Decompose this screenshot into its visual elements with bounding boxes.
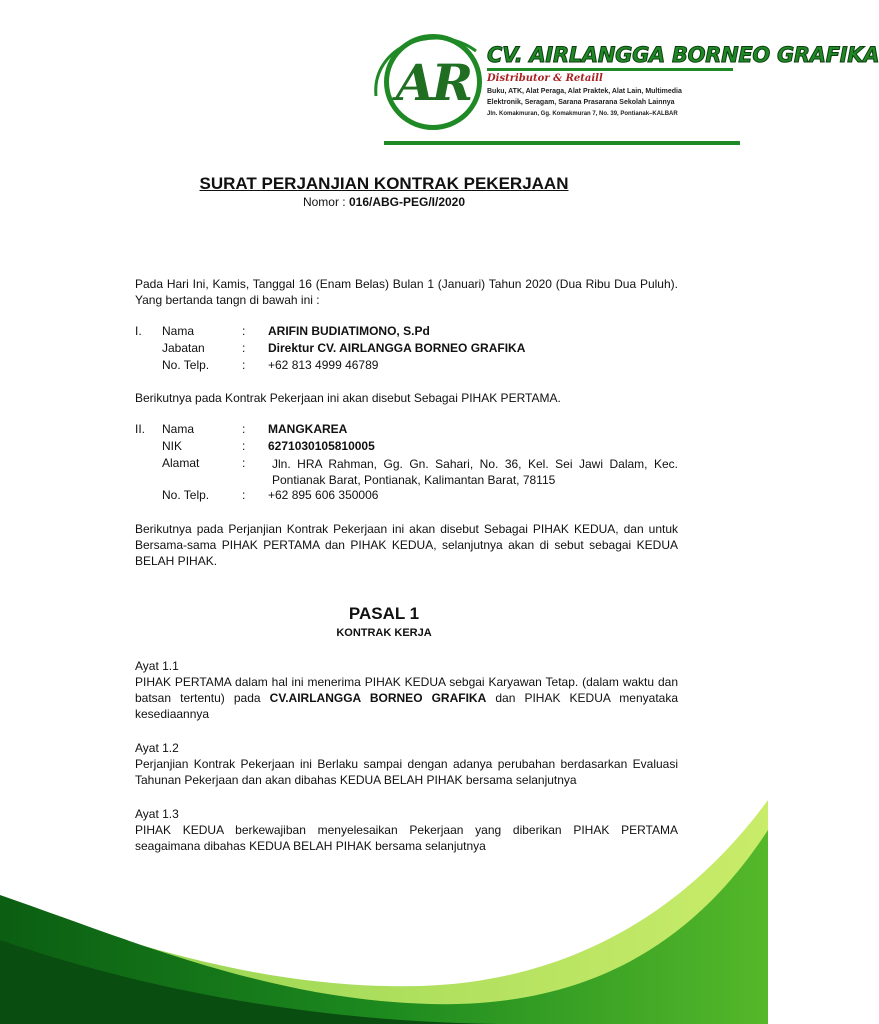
document-number-label: Nomor :	[302, 195, 349, 209]
company-logo: AR	[395, 52, 471, 112]
party-one-numeral: I.	[135, 324, 142, 338]
field-value: ARIFIN BUDIATIMONO, S.Pd	[268, 324, 430, 338]
field-label: No. Telp.	[162, 488, 210, 502]
field-value: +62 895 606 350006	[268, 488, 379, 502]
party-one-position-row	[135, 341, 678, 357]
party-two-name-row	[135, 422, 678, 438]
field-colon: :	[242, 422, 246, 436]
field-label: Alamat	[162, 456, 200, 470]
intro-paragraph: Pada Hari Ini, Kamis, Tanggal 16 (Enam Belas) Bulan 1 (Januari) Tahun 2020 (Dua Ribu Dua Puluh). Yang bertanda tangn di bawah ini :	[135, 277, 678, 307]
company-name: CV. AIRLANGGA BORNEO GRAFIKA	[487, 43, 879, 67]
field-label: Nama	[162, 324, 195, 338]
field-label: No. Telp.	[162, 358, 210, 372]
document-number-value: 016/ABG-PEG/I/2020	[348, 195, 466, 209]
field-colon: :	[242, 488, 246, 502]
article-subtitle: KONTRAK KERJA	[336, 627, 432, 639]
field-colon: :	[242, 341, 246, 355]
header-rule	[384, 141, 740, 145]
field-colon: :	[242, 439, 246, 453]
clause-1-2-heading: Ayat 1.2	[135, 741, 179, 755]
field-value: MANGKAREA	[268, 422, 348, 436]
footer-wave-decoration	[0, 790, 768, 1024]
party-two-nik-row	[135, 439, 678, 455]
clause-1-1-text	[135, 674, 678, 722]
clause-company-name: CV.AIRLANGGA BORNEO GRAFIKA	[269, 691, 487, 705]
field-colon: :	[242, 324, 246, 338]
field-label: NIK	[162, 439, 183, 453]
party-one-statement: Berikutnya pada Kontrak Pekerjaan ini akan disebut Sebagai PIHAK PERTAMA.	[135, 391, 561, 405]
party-two-statement: Berikutnya pada Perjanjian Kontrak Pekerjaan ini akan disebut Sebagai PIHAK KEDUA, dan untuk Bersama-sama PIHAK PERTAMA dan PIHAK KEDUA, selanjutnya akan di sebut sebagai KEDUA BELAH PIHAK.	[135, 522, 678, 568]
clause-text: dan PIHAK KEDUA menyataka kesediaannya	[135, 691, 678, 721]
field-value: +62 813 4999 46789	[268, 358, 379, 372]
company-products-line1: Buku, ATK, Alat Peraga, Alat Praktek, Alat Lain, Multimedia	[487, 88, 682, 95]
company-tagline: Distributor & Retaill	[487, 73, 603, 84]
company-name-underline	[487, 68, 733, 71]
clause-1-2-text: Perjanjian Kontrak Pekerjaan ini Berlaku sampai dengan adanya perubahan berdasarkan Evaluasi Tahunan Pekerjaan dan akan dibahas KEDUA BELAH PIHAK bersama selanjutnya	[135, 757, 678, 787]
field-colon: :	[242, 456, 246, 470]
field-label: Nama	[162, 422, 195, 436]
party-one-phone-row	[135, 358, 678, 374]
clause-1-1-heading: Ayat 1.1	[135, 659, 179, 673]
field-value: Jln. HRA Rahman, Gg. Gn. Sahari, No. 36, Kel. Sei Jawi Dalam, Kec. Pontianak Barat, Pontianak, Kalimantan Barat, 78115	[272, 457, 678, 487]
party-one-name-row	[135, 324, 678, 340]
article-title: PASAL 1	[348, 604, 420, 623]
clause-1-3-text: PIHAK KEDUA berkewajiban menyelesaikan Pekerjaan yang diberikan PIHAK PERTAMA seagaimana dibahas KEDUA BELAH PIHAK bersama selanjutnya	[135, 823, 678, 853]
company-products-line2: Elektronik, Seragam, Sarana Prasarana Sekolah Lainnya	[487, 99, 675, 106]
field-label: Jabatan	[162, 341, 205, 355]
document-number	[0, 195, 768, 209]
field-value: Direktur CV. AIRLANGGA BORNEO GRAFIKA	[268, 341, 526, 355]
company-address: Jln. Komakmuran, Gg. Komakmuran 7, No. 39, Pontianak–KALBAR	[487, 111, 678, 117]
field-value: 6271030105810005	[268, 439, 375, 453]
clause-1-3-heading: Ayat 1.3	[135, 807, 179, 821]
party-two-numeral: II.	[135, 422, 146, 436]
party-two-address-row	[135, 456, 678, 490]
clause-text: PIHAK PERTAMA dalam hal ini menerima PIHAK KEDUA sebgai Karyawan Tetap. (dalam waktu dan batsan tertentu) pada	[135, 675, 678, 705]
field-colon: :	[242, 358, 246, 372]
party-two-phone-row	[135, 488, 678, 504]
document-title: SURAT PERJANJIAN KONTRAK PEKERJAAN	[199, 174, 569, 193]
